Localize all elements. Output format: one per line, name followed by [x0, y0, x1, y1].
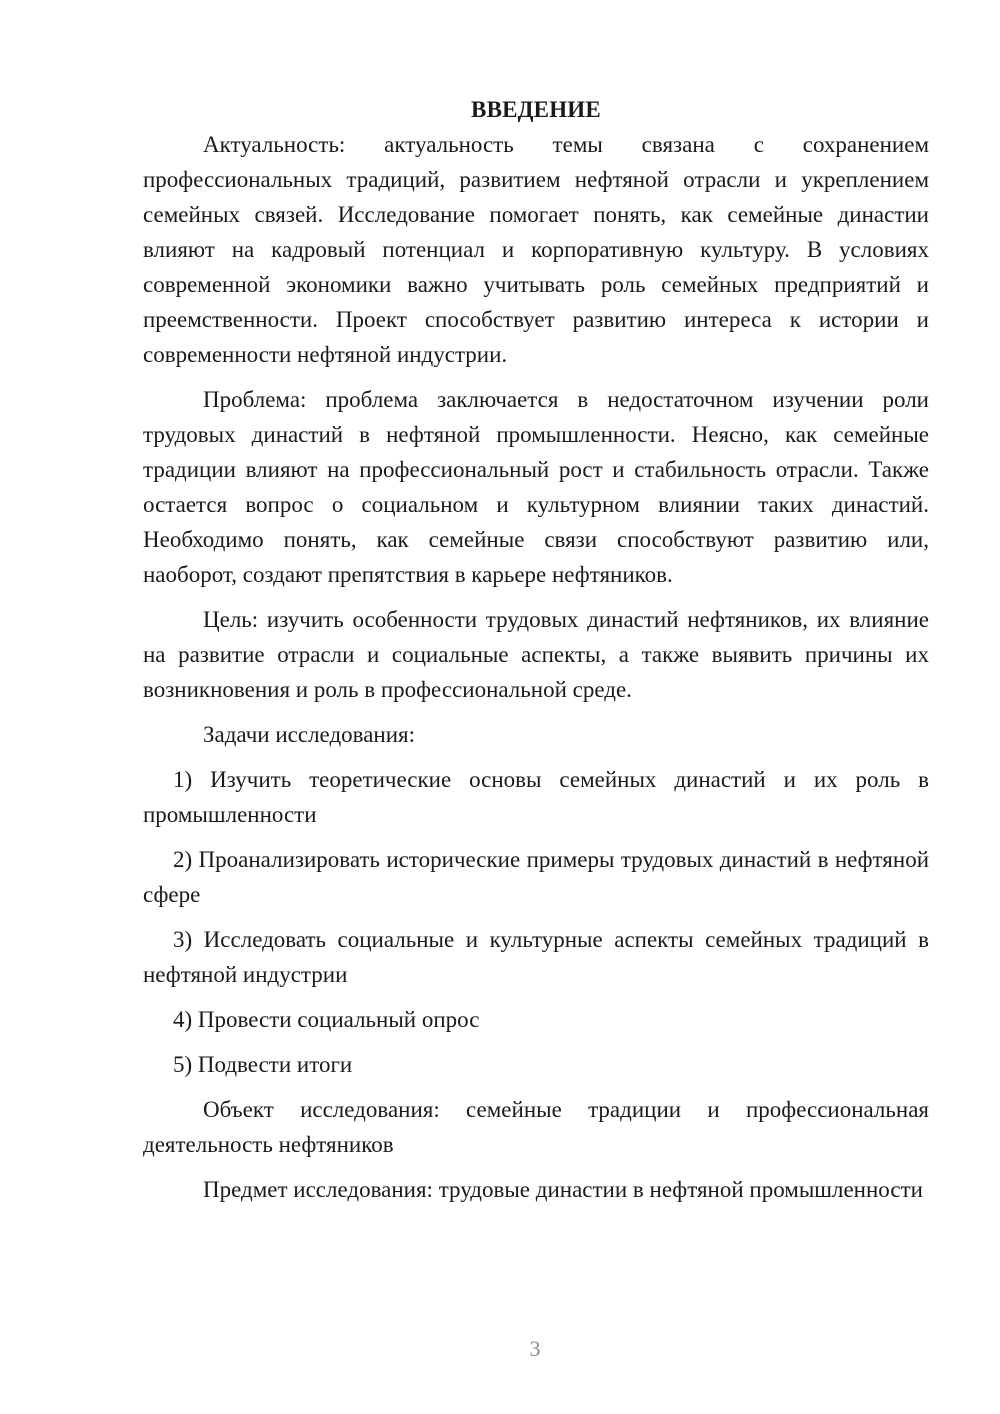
page-content — [143, 92, 929, 1207]
problem-paragraph: Проблема: проблема заключается в недостаточном изучении роли трудовых династий в нефтяной промышленности. Неясно, как семейные традиции влияют на профессиональный рост и стабильность отрасли. Также остается вопрос о социальном и культурном влиянии таких династий. Необходимо понять, как семейные связи способствуют развитию или, наоборот, создают препятствия в карьере нефтяников. — [143, 387, 929, 587]
goal-paragraph: Цель: изучить особенности трудовых династий нефтяников, их влияние на развитие отрасли и социальные аспекты, а также выявить причины их возникновения и роль в профессиональной среде. — [143, 607, 929, 702]
relevance-paragraph: Актуальность: актуальность темы связана с сохранением профессиональных традиций, развитием нефтяной отрасли и укреплением семейных связей. Исследование помогает понять, как семейные династии влияют на кадровый потенциал и корпоративную культуру. В условиях современной экономики важно учитывать роль семейных предприятий и преемственности. Проект способствует развитию интереса к истории и современности нефтяной индустрии. — [143, 132, 929, 367]
task-item-1: 1) Изучить теоретические основы семейных династий и их роль в промышленности — [143, 767, 929, 827]
subject-paragraph: Предмет исследования: трудовые династии в нефтяной промышленности — [203, 1177, 923, 1202]
task-item-5: 5) Подвести итоги — [173, 1052, 353, 1077]
section-title: ВВЕДЕНИЕ — [471, 97, 601, 122]
task-item-4: 4) Провести социальный опрос — [173, 1007, 480, 1032]
page-number: 3 — [529, 1336, 541, 1361]
tasks-list — [143, 762, 929, 1082]
task-item-2: 2) Проанализировать исторические примеры трудовых династий в нефтяной сфере — [143, 847, 929, 907]
tasks-heading: Задачи исследования: — [203, 722, 416, 747]
object-paragraph: Объект исследования: семейные традиции и профессиональная деятельность нефтяников — [143, 1097, 929, 1157]
task-item-3: 3) Исследовать социальные и культурные аспекты семейных традиций в нефтяной индустрии — [143, 927, 929, 987]
